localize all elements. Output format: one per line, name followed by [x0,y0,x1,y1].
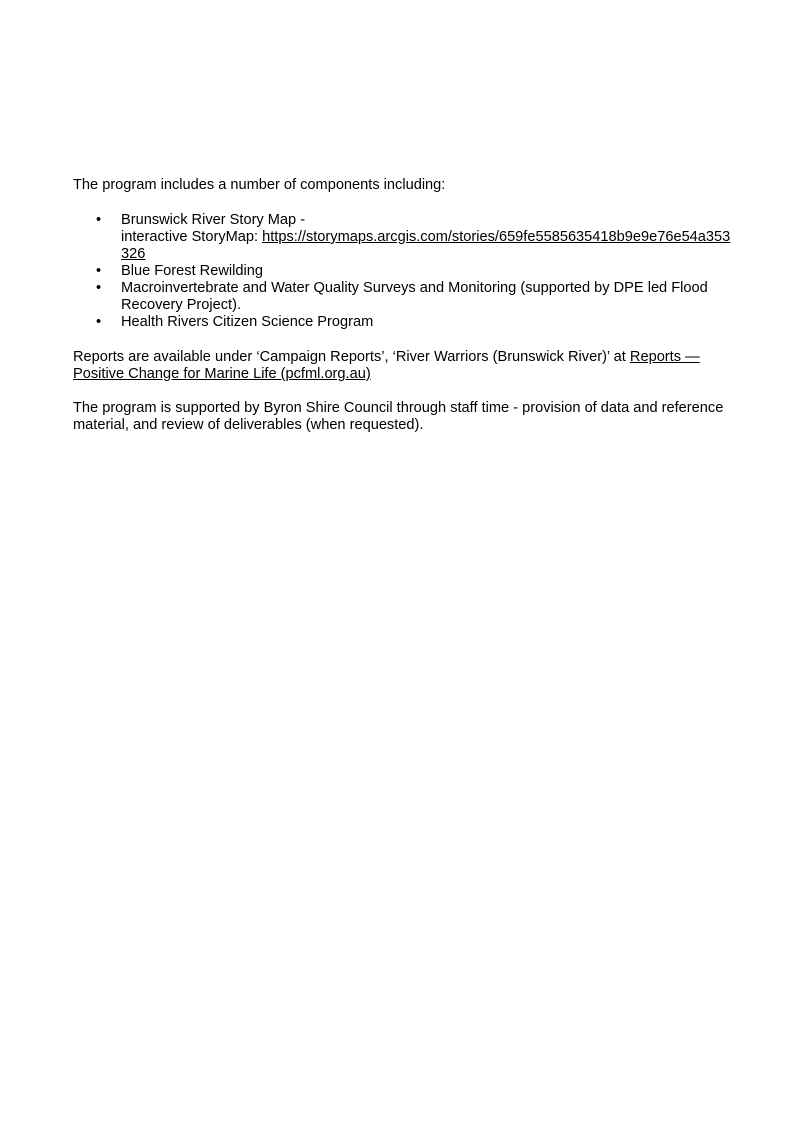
reports-link[interactable]: Reports — Positive Change for Marine Life (pcfml.org.au) [73,349,700,382]
document-page [73,177,733,434]
reports-paragraph [73,349,733,383]
bullet-icon: • [96,280,102,296]
reports-text: Reports are available under ‘Campaign Reports’, ‘River Warriors (Brunswick River)’ at [73,349,630,365]
bullet-icon: • [96,263,102,279]
bullet-icon: • [96,314,102,330]
list-item [73,314,733,331]
list-item [73,263,733,280]
support-paragraph: The program is supported by Byron Shire Council through staff time - provision of data and reference material, and review of deliverables (when requested). [73,400,724,433]
list-item-text: Blue Forest Rewilding [121,263,263,279]
story-map-title: Brunswick River Story Map - [121,212,306,228]
components-list [73,212,733,331]
bullet-icon: • [96,212,102,228]
list-item-text: Health Rivers Citizen Science Program [121,314,374,330]
story-map-prefix: interactive StoryMap: [121,229,263,245]
list-item [73,212,733,263]
list-item-text: Macroinvertebrate and Water Quality Surveys and Monitoring (supported by DPE led Flood Recovery Project). [121,280,708,313]
story-map-link[interactable]: https://storymaps.arcgis.com/stories/659fe5585635418b9e9e76e54a353326 [121,229,731,262]
list-item [73,280,733,314]
intro-paragraph: The program includes a number of components including: [73,177,446,193]
